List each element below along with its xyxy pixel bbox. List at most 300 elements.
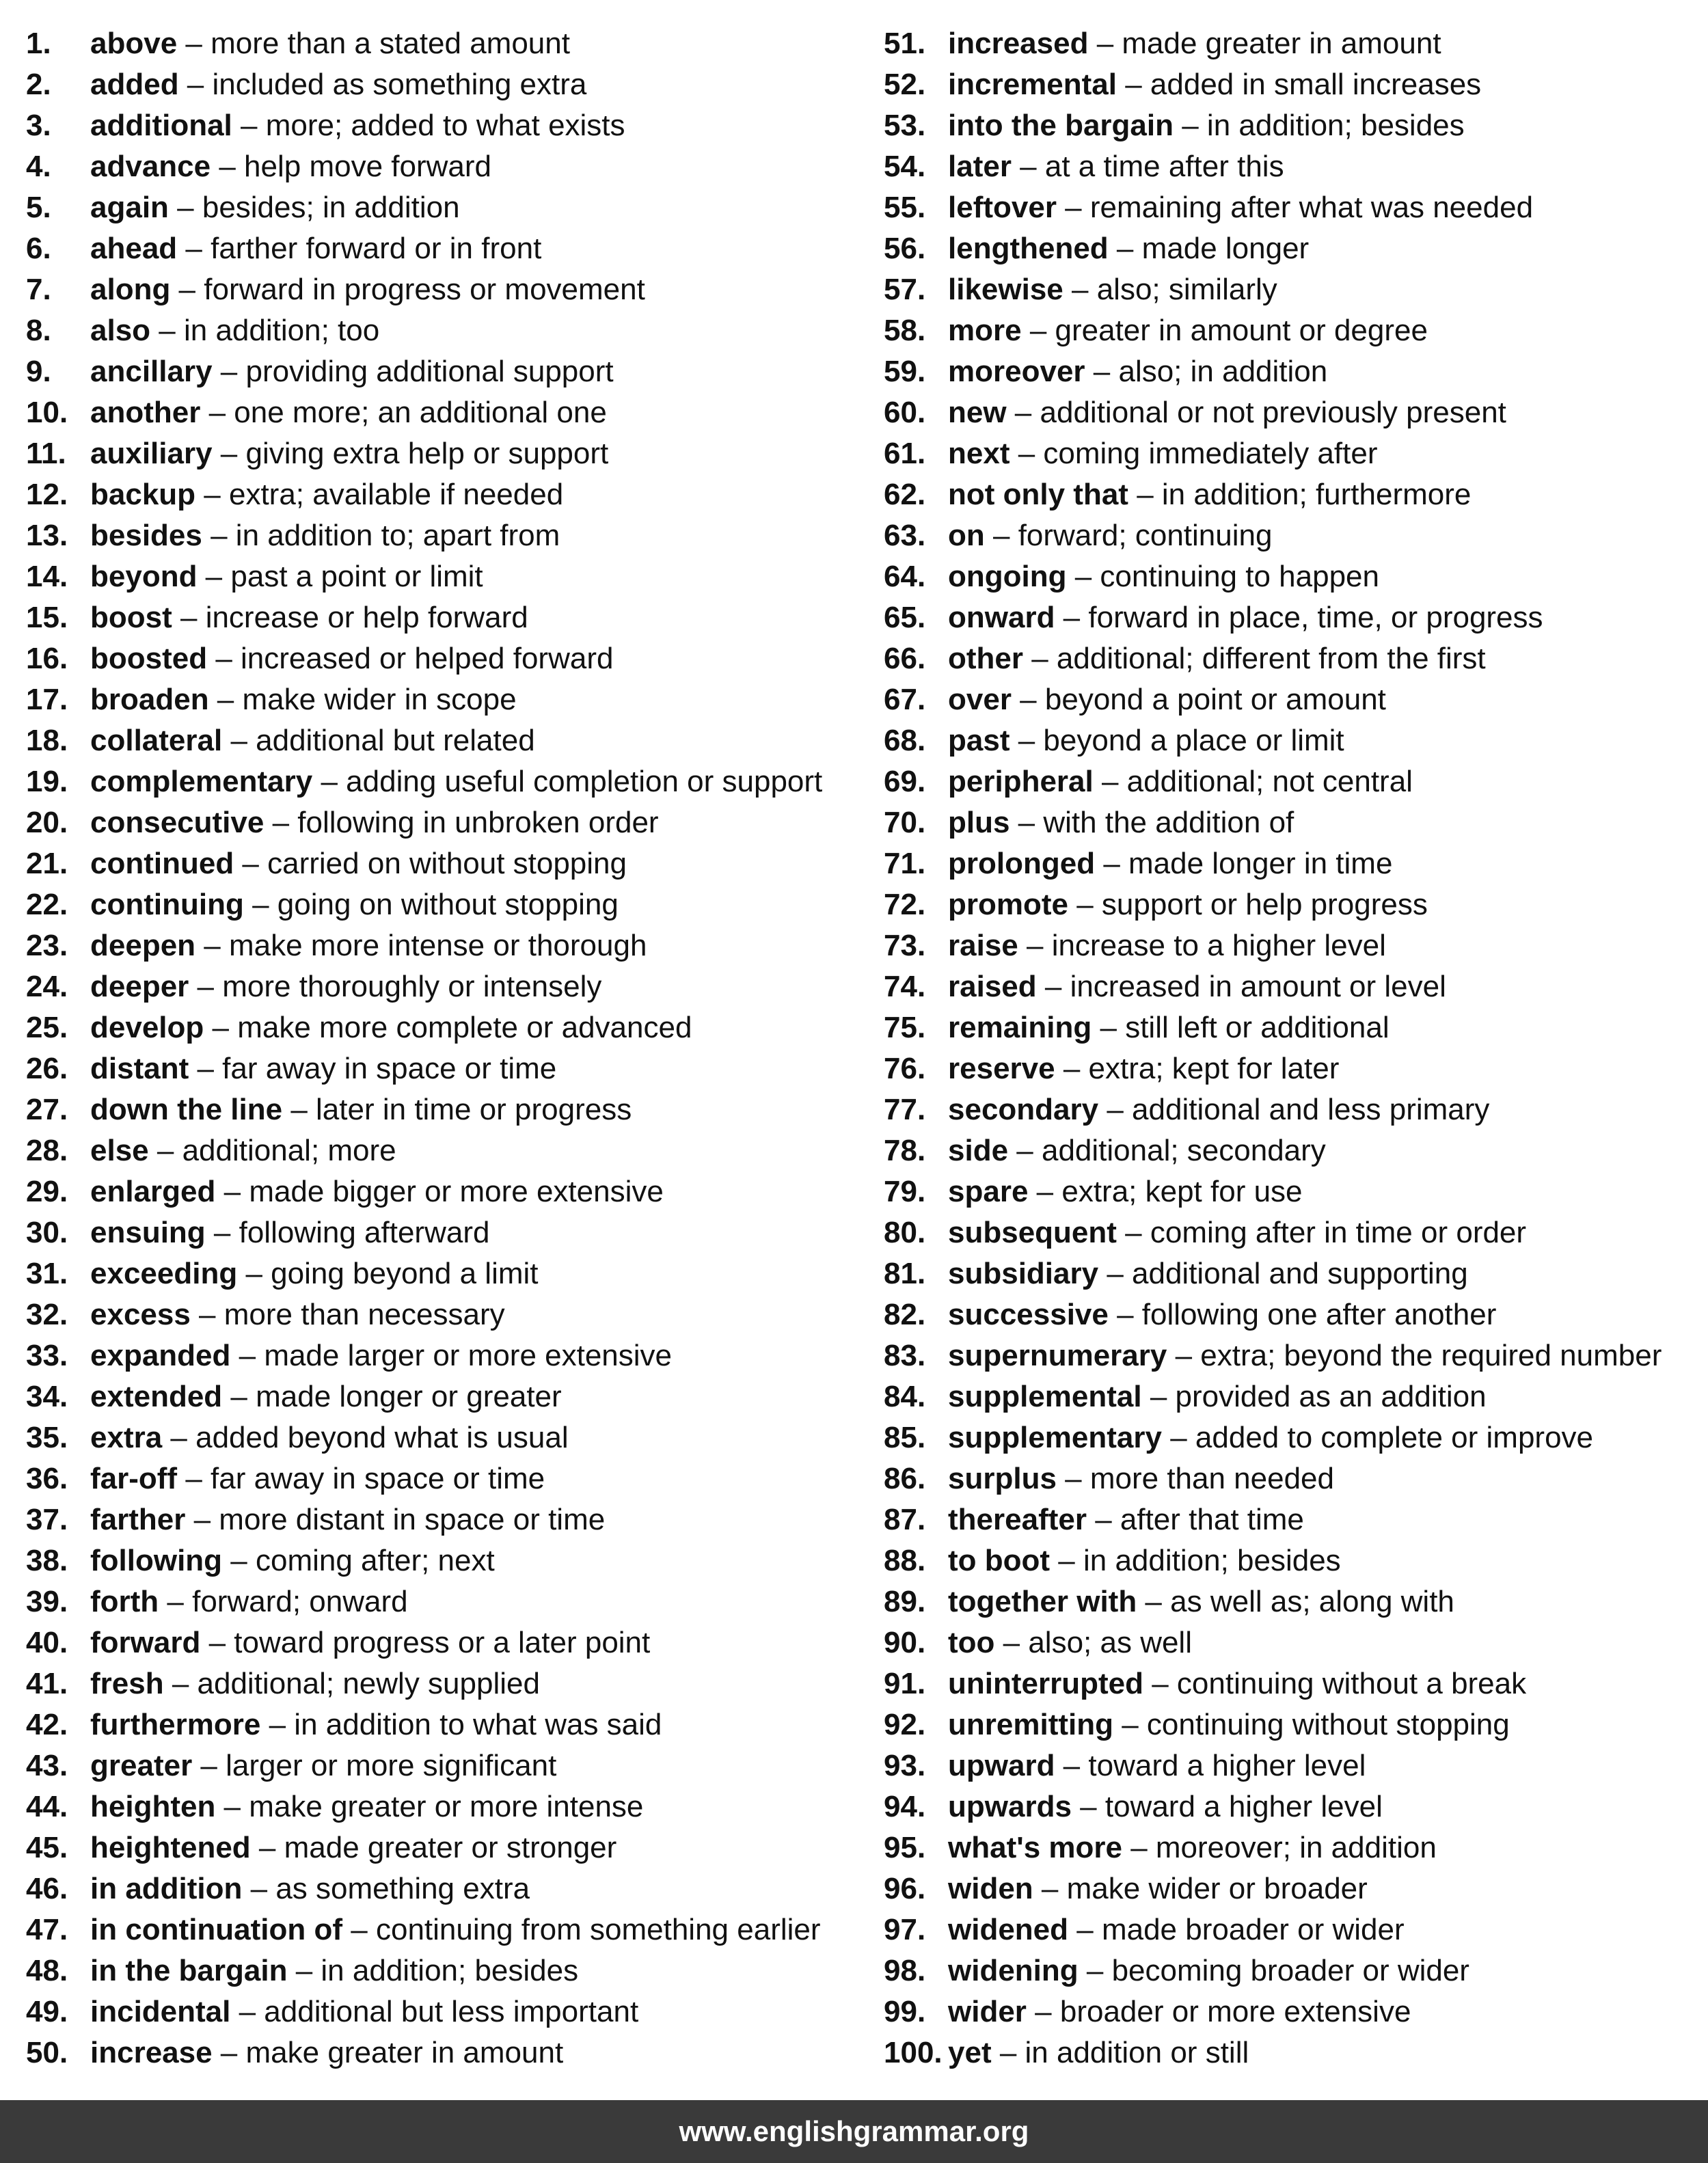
list-item [26,1499,867,1540]
item-separator: – [177,1462,211,1495]
list-item [884,1622,1697,1663]
item-word: in addition [90,1872,243,1905]
item-word: else [90,1134,149,1167]
item-word: thereafter [948,1503,1087,1536]
item-separator: – [1055,1749,1089,1782]
item-text [948,310,1428,351]
item-word: collateral [90,724,223,757]
word-list-column-left [26,23,867,2073]
list-item [884,392,1697,433]
item-word: raise [948,929,1018,962]
list-item [884,1253,1697,1294]
item-definition: continuing from something earlier [375,1913,821,1946]
item-separator: – [163,1667,198,1700]
item-separator: – [208,683,243,716]
item-word: ahead [90,232,178,265]
item-text [90,187,460,228]
item-definition: more distant in space or time [219,1503,606,1536]
item-word: also [90,314,151,347]
item-word: what's more [948,1831,1122,1864]
item-word: above [90,27,178,60]
item-text [90,1130,396,1171]
item-word: furthermore [90,1708,261,1741]
list-item [26,925,867,966]
item-text [948,1868,1368,1909]
item-separator: – [162,1421,196,1454]
item-separator: – [148,1134,182,1167]
item-separator: – [230,1339,265,1372]
item-text [90,433,608,474]
item-word: distant [90,1052,189,1085]
list-item [26,1991,867,2032]
item-number: 23. [26,929,68,962]
item-text [948,1253,1468,1294]
item-definition: continuing without stopping [1146,1708,1510,1741]
item-separator: – [1098,1093,1133,1126]
item-word: advance [90,150,211,183]
item-text [90,1294,505,1335]
item-definition: at a time after this [1044,150,1284,183]
item-separator: – [189,970,223,1003]
item-number: 73. [884,929,926,962]
list-item [26,1581,867,1622]
item-separator: – [205,1216,239,1249]
list-item [26,1417,867,1458]
item-separator: – [1078,1954,1112,1987]
list-item [884,515,1697,556]
item-number: 93. [884,1749,926,1782]
item-separator: – [1092,1011,1126,1044]
list-item [26,1950,867,1991]
item-text [90,1499,605,1540]
list-item [884,1458,1697,1499]
item-number: 45. [26,1831,68,1864]
item-word: increased [948,27,1089,60]
item-definition: additional but related [256,724,535,757]
list-item [884,1540,1697,1581]
item-text [90,556,483,597]
item-separator: – [200,396,234,429]
item-separator: – [1095,847,1129,880]
item-word: in the bargain [90,1954,288,1987]
item-number: 21. [26,847,68,880]
item-number: 39. [26,1585,68,1618]
list-item [884,597,1697,638]
list-item [884,1704,1697,1745]
item-number: 61. [884,437,926,470]
item-separator: – [287,1954,321,1987]
list-item [26,843,867,884]
item-word: forward [90,1626,201,1659]
item-definition: in addition; besides [1083,1544,1341,1577]
list-item [26,228,867,269]
list-item [884,720,1697,761]
item-separator: – [1009,806,1044,839]
item-separator: – [282,1093,316,1126]
item-number: 92. [884,1708,926,1741]
item-text [90,1991,638,2032]
item-word: deepen [90,929,196,962]
list-item [884,2032,1697,2073]
list-item [26,1253,867,1294]
item-text [90,1089,632,1130]
item-definition: remaining after what was needed [1089,191,1534,224]
list-item [884,1868,1697,1909]
item-definition: continuing without a break [1176,1667,1527,1700]
item-text [948,1950,1469,1991]
item-separator: – [994,1626,1029,1659]
item-number: 69. [884,765,926,798]
item-number: 62. [884,478,926,511]
item-word: leftover [948,191,1057,224]
item-word: enlarged [90,1175,216,1208]
item-definition: in addition; besides [321,1954,579,1987]
item-text [948,187,1533,228]
item-text [90,1253,539,1294]
item-definition: help move forward [244,150,491,183]
item-word: prolonged [948,847,1096,880]
item-number: 25. [26,1011,68,1044]
item-text [948,1130,1326,1171]
item-separator: – [243,888,277,921]
item-separator: – [1141,1380,1176,1413]
list-item [884,1294,1697,1335]
item-separator: – [211,150,245,183]
item-separator: – [1143,1667,1177,1700]
item-separator: – [200,1626,234,1659]
item-definition: included as something extra [212,68,587,101]
item-definition: extra; beyond the required number [1200,1339,1662,1372]
item-separator: – [1093,765,1127,798]
list-item [884,638,1697,679]
item-word: widening [948,1954,1079,1987]
list-item [884,925,1697,966]
item-separator: – [1167,1339,1201,1372]
list-item [884,1417,1697,1458]
list-item [26,1868,867,1909]
list-item [26,556,867,597]
item-word: spare [948,1175,1029,1208]
item-separator: – [1161,1421,1195,1454]
item-separator: – [1068,1913,1102,1946]
item-text [948,1499,1304,1540]
item-text [90,597,528,638]
item-number: 13. [26,519,68,552]
item-word: widen [948,1872,1033,1905]
list-item [26,1089,867,1130]
item-text [948,1171,1303,1212]
item-text [948,1581,1454,1622]
item-text [90,884,619,925]
item-number: 40. [26,1626,68,1659]
item-definition: made broader or wider [1101,1913,1405,1946]
item-text [90,228,541,269]
list-item [884,146,1697,187]
item-number: 66. [884,642,926,675]
item-word: besides [90,519,202,552]
item-number: 36. [26,1462,68,1495]
item-word: additional [90,109,232,142]
item-definition: additional or not previously present [1040,396,1506,429]
item-number: 18. [26,724,68,757]
item-number: 78. [884,1134,926,1167]
item-definition: made greater or stronger [284,1831,617,1864]
item-separator: – [1128,478,1162,511]
item-separator: – [204,1011,238,1044]
item-definition: additional; not central [1126,765,1413,798]
item-definition: increase to a higher level [1051,929,1386,962]
item-number: 31. [26,1257,68,1290]
item-number: 4. [26,150,51,183]
item-definition: increased in amount or level [1070,970,1446,1003]
item-separator: – [177,232,211,265]
list-item [26,1909,867,1950]
item-definition: coming after in time or order [1150,1216,1527,1249]
item-separator: – [170,273,204,306]
item-definition: additional; secondary [1041,1134,1326,1167]
item-text [90,1704,662,1745]
list-item [26,187,867,228]
item-word: successive [948,1298,1109,1331]
item-text [90,392,607,433]
item-separator: – [1056,191,1090,224]
item-number: 28. [26,1134,68,1167]
item-separator: – [150,314,184,347]
item-definition: make greater or more intense [249,1790,644,1823]
item-definition: additional but less important [264,1995,639,2028]
item-definition: toward progress or a later point [234,1626,651,1659]
item-text [90,802,659,843]
item-number: 57. [884,273,926,306]
item-definition: additional; more [182,1134,396,1167]
list-item [26,802,867,843]
item-word: incidental [90,1995,231,2028]
item-text [948,1663,1526,1704]
item-text [948,474,1471,515]
item-separator: – [1066,560,1100,593]
item-text [948,1745,1366,1786]
item-definition: increase or help forward [205,601,528,634]
item-separator: – [1050,1544,1083,1577]
item-definition: also; as well [1028,1626,1192,1659]
list-item [26,105,867,146]
list-item [884,187,1697,228]
item-number: 79. [884,1175,926,1208]
item-number: 80. [884,1216,926,1249]
item-number: 8. [26,314,51,347]
item-definition: past a point or limit [230,560,483,593]
list-item [884,474,1697,515]
item-word: another [90,396,201,429]
item-text [90,64,586,105]
item-number: 95. [884,1831,926,1864]
item-number: 84. [884,1380,926,1413]
item-separator: – [222,1380,256,1413]
item-number: 63. [884,519,926,552]
item-separator: – [190,1298,224,1331]
item-text [948,228,1309,269]
item-number: 46. [26,1872,68,1905]
item-number: 67. [884,683,926,716]
item-separator: – [215,1175,249,1208]
item-separator: – [1098,1257,1133,1290]
list-item [884,843,1697,884]
item-number: 98. [884,1954,926,1987]
item-definition: extra; available if needed [228,478,564,511]
item-text [948,1294,1496,1335]
item-definition: made larger or more extensive [264,1339,673,1372]
list-item [26,1704,867,1745]
list-item [26,1458,867,1499]
item-separator: – [242,1872,276,1905]
item-separator: – [212,355,246,388]
item-word: auxiliary [90,437,213,470]
item-word: lengthened [948,232,1109,265]
list-item [26,1212,867,1253]
item-definition: also; in addition [1118,355,1328,388]
item-number: 68. [884,724,926,757]
item-separator: – [1122,1831,1156,1864]
item-definition: additional; different from the first [1056,642,1486,675]
item-number: 49. [26,1995,68,2028]
list-item [26,433,867,474]
item-text [948,884,1428,925]
item-word: boost [90,601,172,634]
item-word: peripheral [948,765,1094,798]
item-definition: forward; onward [192,1585,408,1618]
item-separator: – [1086,1503,1120,1536]
item-separator: – [230,1995,265,2028]
item-text [90,638,613,679]
item-separator: – [1009,724,1044,757]
item-separator: – [189,1052,223,1085]
item-number: 85. [884,1421,926,1454]
list-item [26,638,867,679]
item-number: 91. [884,1667,926,1700]
item-text [90,269,645,310]
item-number: 30. [26,1216,68,1249]
item-number: 75. [884,1011,926,1044]
item-separator: – [264,806,298,839]
item-number: 32. [26,1298,68,1331]
item-word: surplus [948,1462,1057,1495]
item-number: 97. [884,1913,926,1946]
item-definition: following one after another [1141,1298,1497,1331]
item-separator: – [1068,888,1102,921]
item-text [90,1909,821,1950]
item-number: 52. [884,68,926,101]
item-word: fresh [90,1667,164,1700]
item-definition: toward a higher level [1088,1749,1366,1782]
item-text [90,474,563,515]
item-separator: – [1033,1872,1067,1905]
item-word: supplemental [948,1380,1142,1413]
item-separator: – [232,109,266,142]
item-word: over [948,683,1012,716]
item-number: 87. [884,1503,926,1536]
item-separator: – [177,27,211,60]
item-number: 24. [26,970,68,1003]
item-definition: make wider in scope [242,683,517,716]
list-item [26,64,867,105]
list-item [884,1048,1697,1089]
item-text [948,105,1465,146]
item-definition: forward in place, time, or progress [1088,601,1543,634]
item-word: unremitting [948,1708,1113,1741]
item-text [90,1745,556,1786]
item-definition: with the addition of [1043,806,1294,839]
item-word: promote [948,888,1068,921]
item-number: 96. [884,1872,926,1905]
list-item [884,1089,1697,1130]
item-number: 65. [884,601,926,634]
item-word: again [90,191,169,224]
item-word: moreover [948,355,1085,388]
list-item [884,1663,1697,1704]
item-number: 37. [26,1503,68,1536]
list-item [884,884,1697,925]
item-separator: – [215,1790,249,1823]
item-text [90,1212,489,1253]
item-definition: after that time [1120,1503,1304,1536]
item-text [90,1048,556,1089]
item-word: next [948,437,1010,470]
item-separator: – [1008,1134,1042,1167]
list-item [884,966,1697,1007]
item-text [90,1581,408,1622]
item-separator: – [312,765,347,798]
list-item [26,351,867,392]
item-word: past [948,724,1010,757]
item-number: 41. [26,1667,68,1700]
item-word: plus [948,806,1010,839]
item-word: reserve [948,1052,1055,1085]
item-text [948,146,1284,187]
item-definition: more thoroughly or intensely [222,970,602,1003]
list-item [884,1991,1697,2032]
list-item [884,761,1697,802]
item-definition: make greater in amount [245,2036,564,2069]
item-number: 50. [26,2036,68,2069]
footer-url[interactable]: www.englishgrammar.org [679,2115,1029,2147]
item-number: 43. [26,1749,68,1782]
item-word: supplementary [948,1421,1162,1454]
item-text [90,1171,664,1212]
item-definition: made longer [1141,232,1310,265]
item-text [90,843,627,884]
footer-bar [0,2100,1708,2163]
list-item [884,351,1697,392]
item-number: 42. [26,1708,68,1741]
item-separator: – [1036,970,1070,1003]
item-word: extended [90,1380,223,1413]
item-definition: besides; in addition [202,191,460,224]
list-item [884,1827,1697,1868]
item-definition: adding useful completion or support [346,765,823,798]
item-separator: – [1137,1585,1171,1618]
item-definition: made longer or greater [256,1380,562,1413]
item-number: 6. [26,232,51,265]
item-word: wider [948,1995,1027,2028]
item-separator: – [195,478,229,511]
item-definition: broader or more extensive [1059,1995,1411,2028]
item-word: yet [948,2036,992,2069]
item-definition: far away in space or time [222,1052,557,1085]
item-text [948,1212,1526,1253]
item-text [948,679,1386,720]
item-definition: carried on without stopping [267,847,627,880]
item-number: 48. [26,1954,68,1987]
